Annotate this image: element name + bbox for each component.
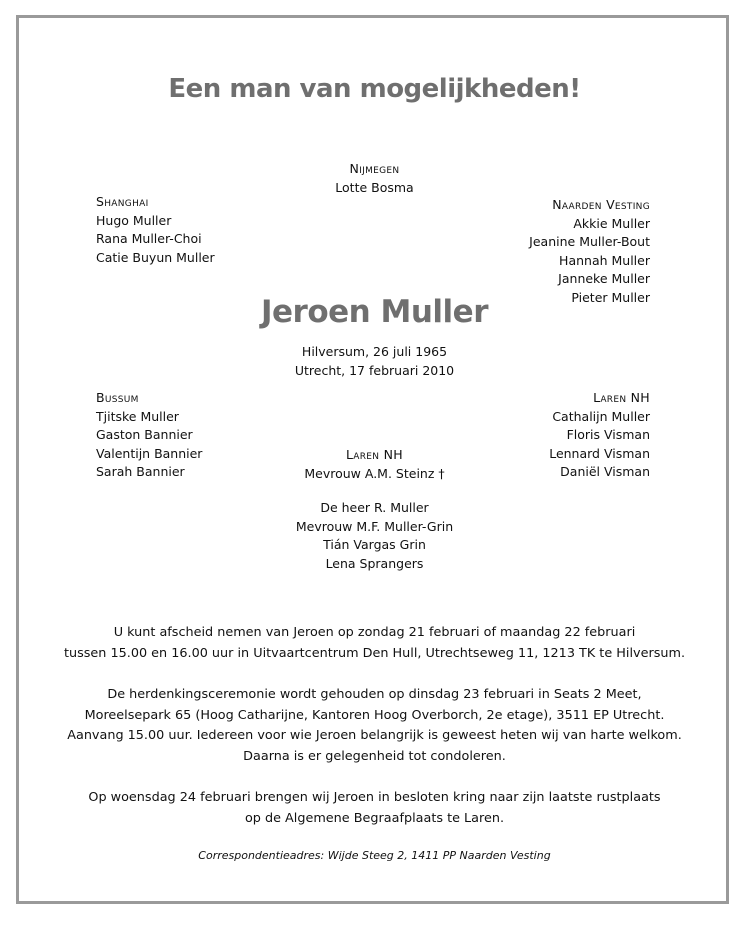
- group-member: Catie Buyun Muller: [96, 249, 215, 265]
- group-member: Cathalijn Muller: [552, 408, 650, 424]
- group-member: Floris Visman: [566, 427, 650, 443]
- group-member: Rana Muller-Choi: [96, 231, 202, 247]
- paragraph-line: U kunt afscheid nemen van Jeroen op zondag 21 februari of maandag 22 februari: [113, 625, 636, 640]
- group-member: Hannah Muller: [559, 252, 650, 268]
- paragraph-viewing: [0, 623, 749, 664]
- group-member: Jeanine Muller-Bout: [529, 234, 650, 250]
- paragraph-line: tussen 15.00 en 16.00 uur in Uitvaartcentrum Den Hull, Utrechtseweg 11, 1213 TK te Hilversum.: [63, 645, 686, 661]
- death-line: Utrecht, 17 februari 2010: [294, 363, 455, 378]
- group-laren-center: [0, 446, 749, 483]
- group-member: Lena Sprangers: [325, 555, 424, 571]
- birth-line: Hilversum, 26 juli 1965: [301, 344, 448, 359]
- group-member: Pieter Muller: [571, 289, 650, 305]
- group-place: Shanghai: [96, 194, 149, 209]
- life-dates: [0, 342, 749, 380]
- group-member: Mevrouw A.M. Steinz †: [304, 465, 445, 481]
- paragraph-burial: [0, 788, 749, 829]
- group-shanghai: [96, 193, 215, 267]
- group-member: Lotte Bosma: [335, 179, 414, 195]
- group-member: Hugo Muller: [96, 212, 172, 228]
- paragraph-line: Op woensdag 24 februari brengen wij Jeroen in besloten kring naar zijn laatste rustplaats: [88, 790, 661, 805]
- group-member: Tián Vargas Grin: [323, 537, 426, 553]
- group-place: Laren NH: [593, 390, 650, 405]
- group-member: Mevrouw M.F. Muller-Grin: [295, 518, 454, 534]
- paragraph-line: De herdenkingsceremonie wordt gehouden op dinsdag 23 februari in Seats 2 Meet,: [107, 687, 642, 702]
- group-member: Daniël Visman: [560, 464, 650, 480]
- headline: Een man van mogelijkheden!: [168, 74, 581, 104]
- paragraph-line: Moreelsepark 65 (Hoog Catharijne, Kantoren Hoog Overborch, 2e etage), 3511 EP Utrecht.: [84, 707, 665, 723]
- group-member: Gaston Bannier: [96, 427, 193, 443]
- group-nijmegen: [0, 160, 749, 197]
- group-naarden-vesting: [529, 196, 650, 308]
- group-others: [0, 499, 749, 573]
- group-place: Nijmegen: [349, 161, 400, 176]
- deceased-name: Jeroen Muller: [260, 294, 488, 330]
- paragraph-line: Daarna is er gelegenheid tot condoleren.: [243, 748, 506, 764]
- group-place: Laren NH: [346, 447, 403, 462]
- paragraph-ceremony: [0, 685, 749, 767]
- paragraph-line: op de Algemene Begraafplaats te Laren.: [244, 810, 505, 826]
- group-member: Tjitske Muller: [96, 408, 179, 424]
- group-place: Naarden Vesting: [552, 197, 650, 212]
- group-member: De heer R. Muller: [320, 500, 429, 515]
- group-member: Janneke Muller: [558, 271, 650, 287]
- group-place: Bussum: [96, 390, 139, 405]
- paragraph-line: Aanvang 15.00 uur. Iedereen voor wie Jeroen belangrijk is geweest heten wij van harte welkom.: [67, 728, 682, 743]
- group-member: Lennard Visman: [549, 445, 650, 461]
- group-member: Valentijn Bannier: [96, 445, 203, 461]
- correspondence-address: Correspondentieadres: Wijde Steeg 2, 1411 PP Naarden Vesting: [198, 849, 551, 862]
- group-member: Akkie Muller: [573, 215, 650, 231]
- group-member: Sarah Bannier: [96, 464, 185, 480]
